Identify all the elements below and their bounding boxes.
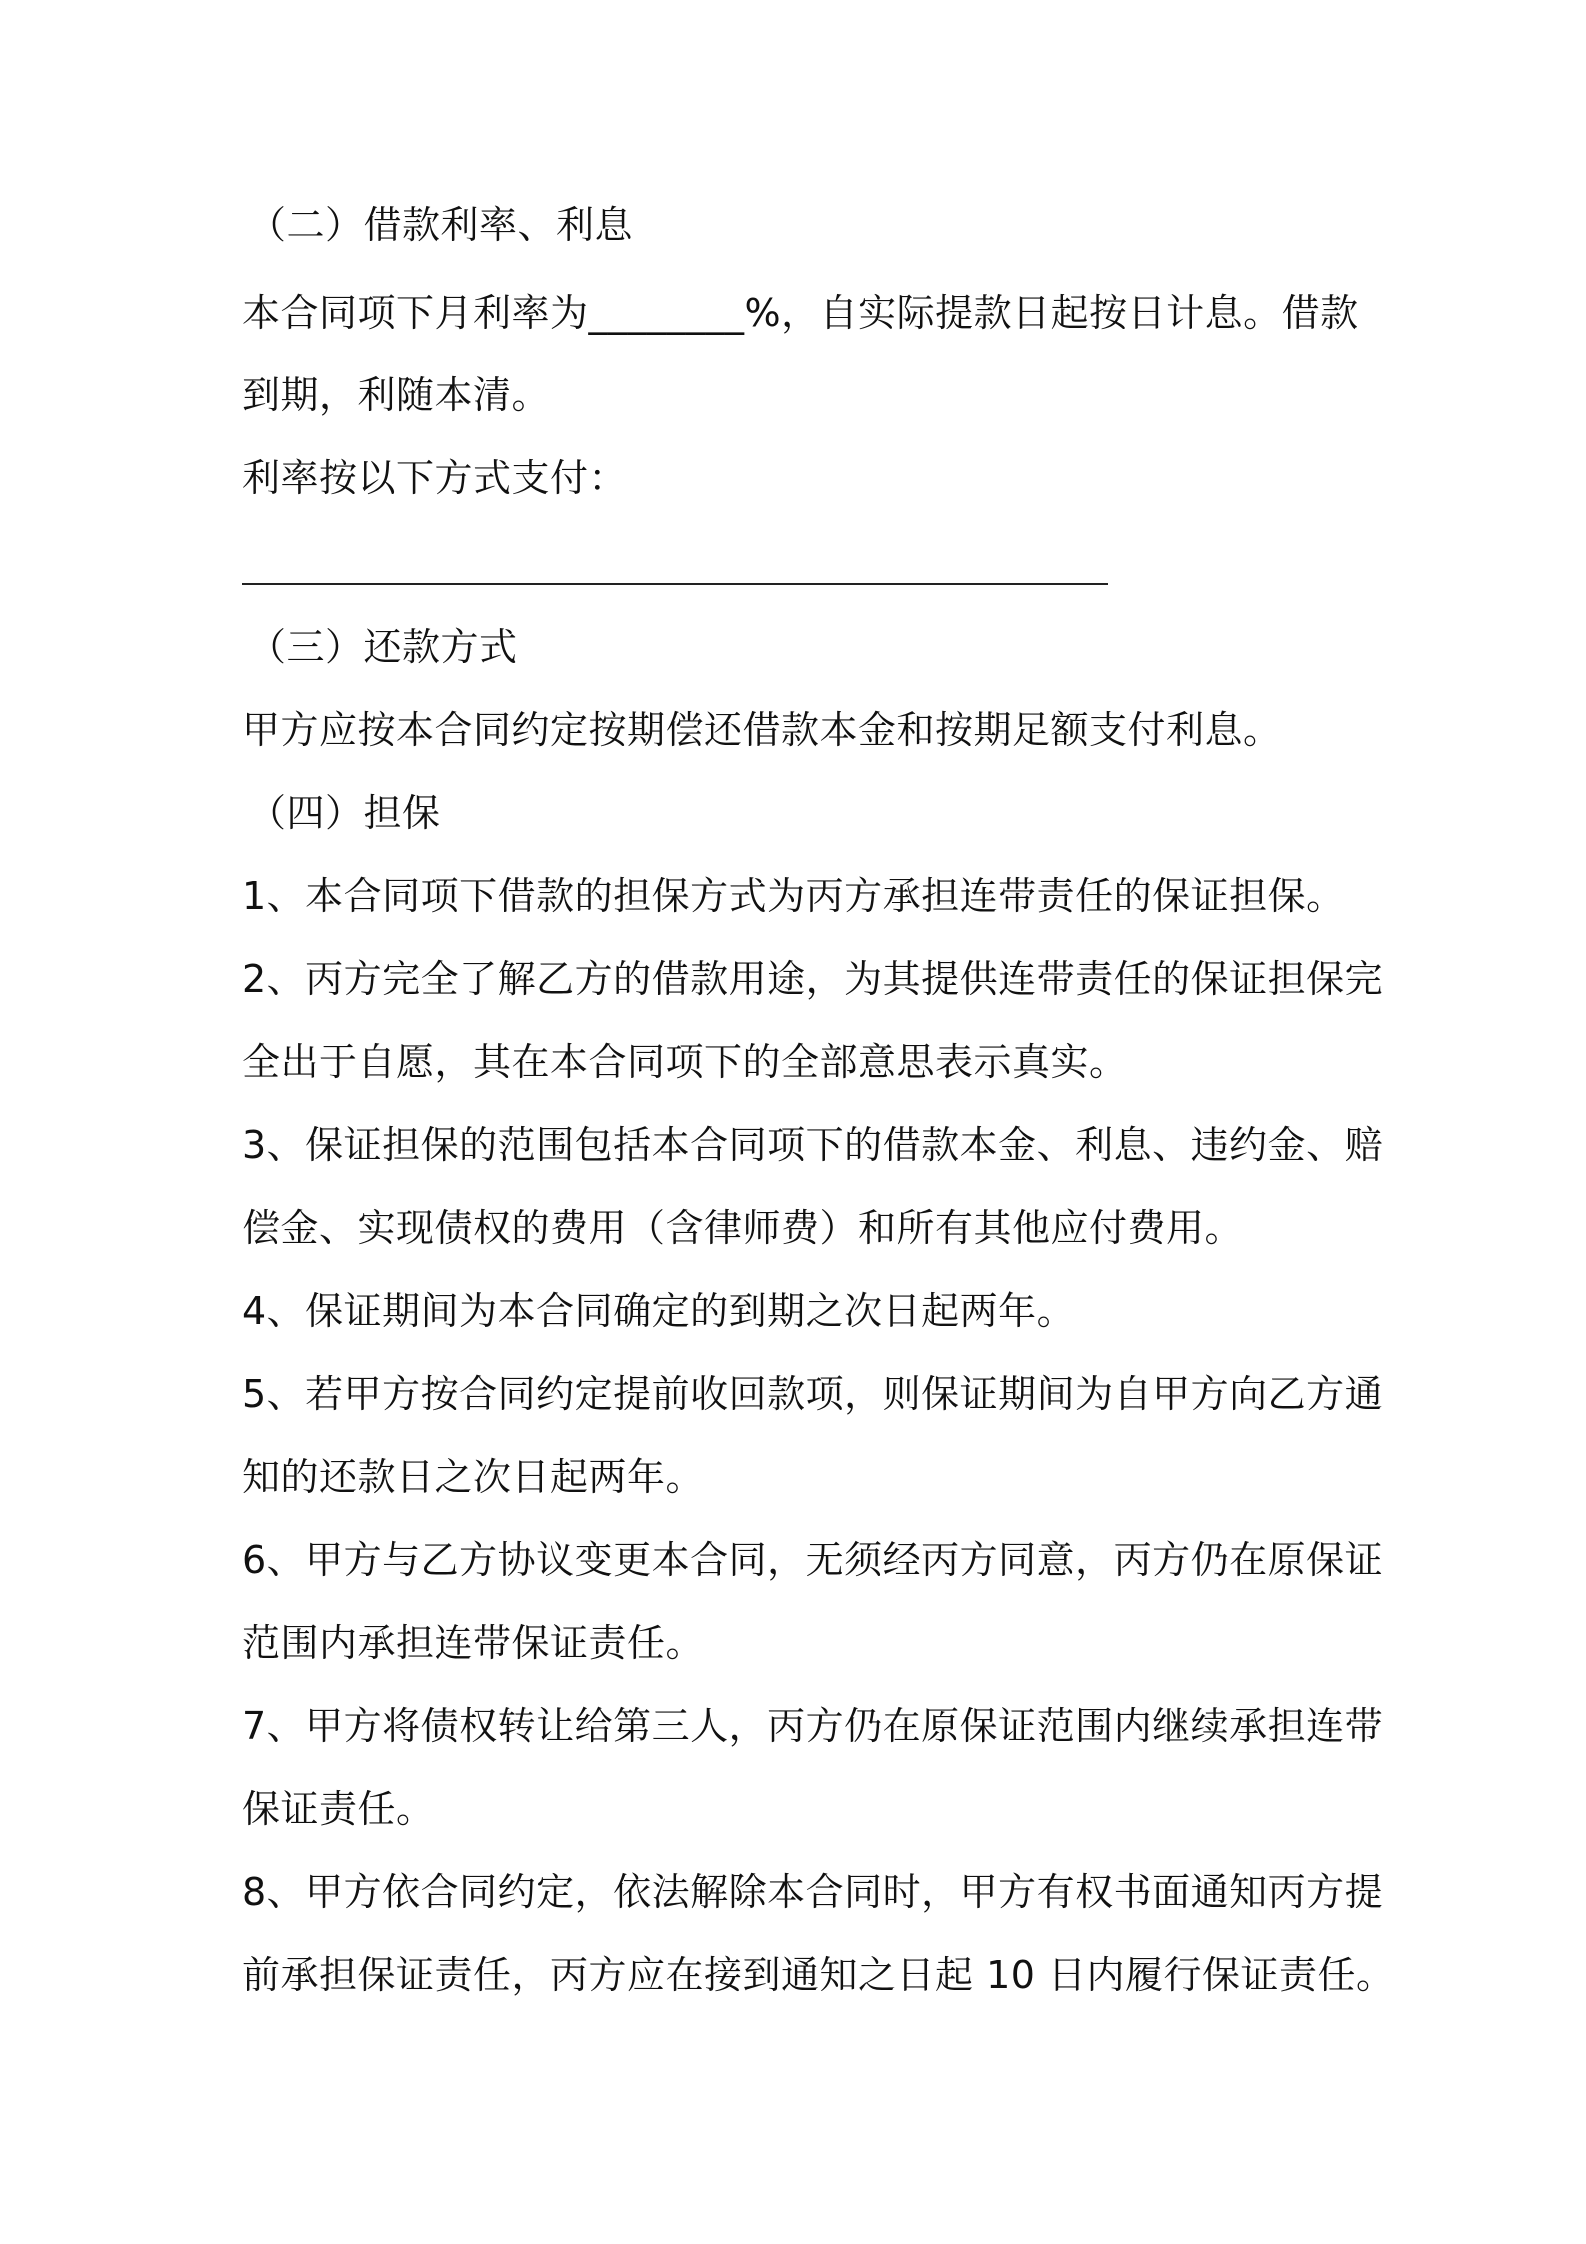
list-item-line: 7、甲方将债权转让给第三人，丙方仍在原保证范围内继续承担连带 bbox=[242, 1704, 1384, 1748]
list-item-line: 1、本合同项下借款的担保方式为丙方承担连带责任的保证担保。 bbox=[242, 874, 1345, 918]
list-item-line: 6、甲方与乙方协议变更本合同，无须经丙方同意，丙方仍在原保证 bbox=[242, 1538, 1384, 1582]
list-item-line: 4、保证期间为本合同确定的到期之次日起两年。 bbox=[242, 1289, 1076, 1333]
paragraph-line: 甲方应按本合同约定按期偿还借款本金和按期足额支付利息。 bbox=[242, 708, 1282, 752]
list-item-line: 偿金、实现债权的费用（含律师费）和所有其他应付费用。 bbox=[242, 1206, 1244, 1250]
section-heading-guarantee: （四）担保 bbox=[248, 791, 441, 835]
section-heading-repayment: （三）还款方式 bbox=[248, 625, 518, 669]
blank-fill-line bbox=[242, 583, 1108, 585]
paragraph-line: 利率按以下方式支付： bbox=[242, 456, 628, 500]
paragraph-line: 本合同项下月利率为________%，自实际提款日起按日计息。借款 bbox=[242, 291, 1359, 335]
list-item-line: 全出于自愿，其在本合同项下的全部意思表示真实。 bbox=[242, 1040, 1128, 1084]
list-item-line: 5、若甲方按合同约定提前收回款项，则保证期间为自甲方向乙方通 bbox=[242, 1372, 1384, 1416]
paragraph-line: 到期，利随本清。 bbox=[242, 373, 551, 417]
list-item-line: 8、甲方依合同约定，依法解除本合同时，甲方有权书面通知丙方提 bbox=[242, 1870, 1384, 1914]
list-item-line: 前承担保证责任，丙方应在接到通知之日起 10 日内履行保证责任。 bbox=[242, 1953, 1395, 1997]
list-item-line: 保证责任。 bbox=[242, 1787, 435, 1831]
list-item-line: 范围内承担连带保证责任。 bbox=[242, 1621, 705, 1665]
section-heading-interest: （二）借款利率、利息 bbox=[248, 203, 634, 247]
list-item-line: 3、保证担保的范围包括本合同项下的借款本金、利息、违约金、赔 bbox=[242, 1123, 1384, 1167]
list-item-line: 知的还款日之次日起两年。 bbox=[242, 1455, 705, 1499]
list-item-line: 2、丙方完全了解乙方的借款用途，为其提供连带责任的保证担保完 bbox=[242, 957, 1384, 1001]
